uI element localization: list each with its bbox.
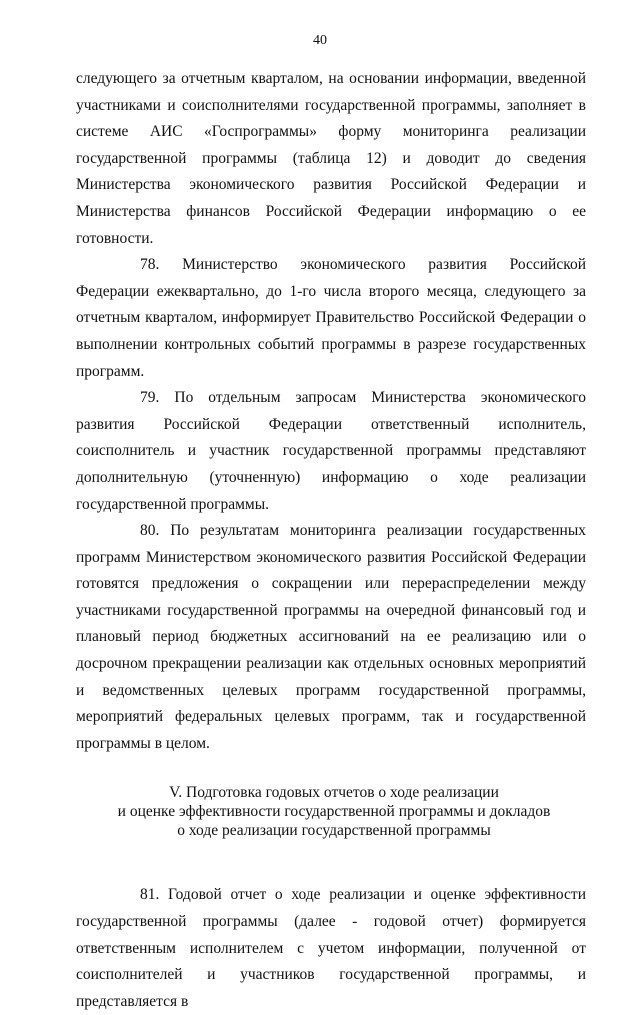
section-heading-line-2: и оценке эффективности государственной программы и докладов [117, 803, 551, 821]
paragraph-continuation: следующего за отчетным кварталом, на основании информации, введенной участниками и соисполнителями государственной программы, заполняет в системе АИС «Госпрограммы» форму мониторинга реализации государственной программы (таблица 12) и доводит до сведения Министерства экономического развития Российской Федерации и Министерства финансов Российской Федерации информацию о ее готовности. [76, 70, 586, 247]
section-heading [76, 783, 586, 840]
paragraph-78: 78. Министерство экономического развития Российской Федерации ежеквартально, до 1-го числа второго месяца, следующего за отчетным кварталом, информирует Правительство Российской Федерации о выполнении контрольных событий программы в разрезе государственных программ. [76, 256, 586, 380]
section-heading-line-1: V. Подготовка годовых отчетов о ходе реализации [169, 784, 499, 802]
section-heading-line-3: о ходе реализации государственной программы [177, 822, 491, 840]
paragraph-79: 79. По отдельным запросам Министерства экономического развития Российской Федерации ответственный исполнитель, соисполнитель и участник государственной программы представляют дополнительную (уточненную) информацию о ходе реализации государственной программы. [76, 389, 586, 513]
page-number: 40 [313, 33, 327, 48]
paragraph-81: 81. Годовой отчет о ходе реализации и оценке эффективности государственной программы (далее - годовой отчет) формируется ответственным исполнителем с учетом информации, полученной от соисполнителей и участников государственной программы, и представляется в [76, 886, 586, 1010]
paragraph-80: 80. По результатам мониторинга реализации государственных программ Министерством экономического развития Российской Федерации готовятся предложения о сокращении или перераспределении между участниками государственной программы на очередной финансовый год и плановый период бюджетных ассигнований на ее реализацию или о досрочном прекращении реализации как отдельных основных мероприятий и ведомственных целевых программ государственной программы, мероприятий федеральных целевых программ, так и государственной программы в целом. [76, 522, 586, 752]
document-body [76, 66, 586, 1015]
